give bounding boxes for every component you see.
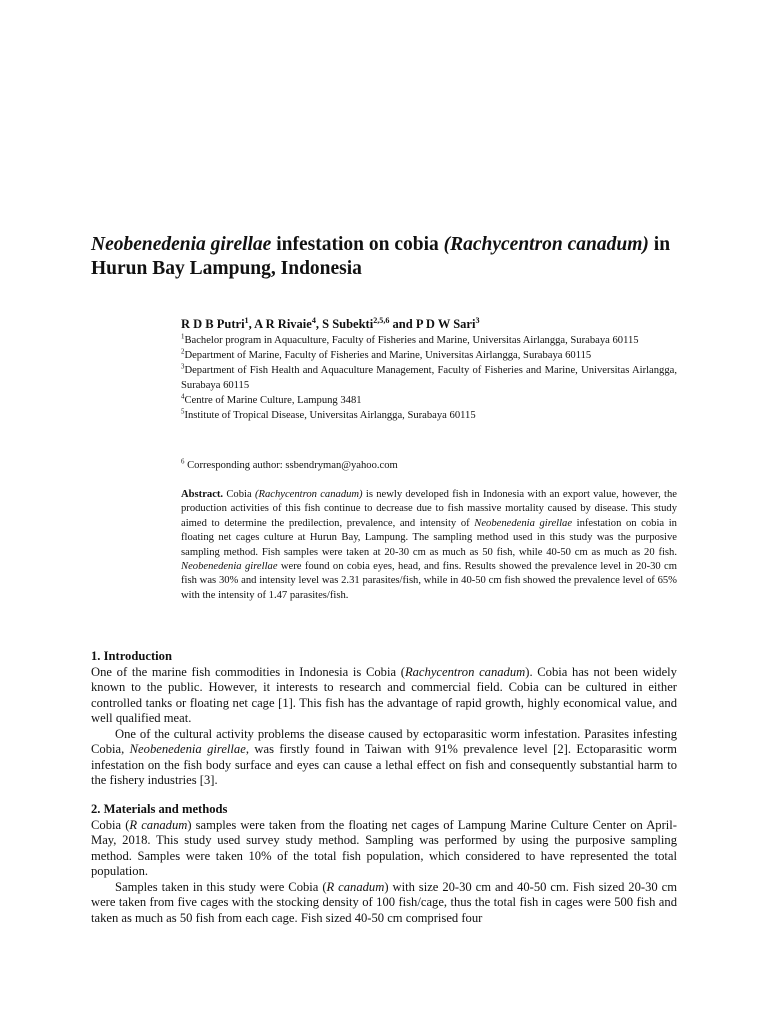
- author-name: A R Rivaie: [254, 317, 312, 331]
- author-list: R D B Putri$^1$, A R Rivaie$^4$, S Subekti$^{2,5,6}$ and P D W Sari$^3$: [181, 315, 480, 331]
- affiliation-item: $^3$Department of Fish Health and Aquaculture Management, Faculty of Fisheries and Marine, Universitas Airlangga, Surabaya 60115: [181, 363, 677, 391]
- author-affiliation-mark: 3: [475, 315, 480, 325]
- body-paragraph: One of the cultural activity problems the disease caused by ectoparasitic worm infestation. Parasites infesting Cobia, Neobenedenia girellae, was firstly found in Taiwan with 91% prevalence level [2]. Ectoparasitic worm infestation on the fish body surface and eyes can cause a lethal effect on fish and consequently substantial harm to the fishery industries [3].: [91, 726, 677, 787]
- paper-title: Neobenedenia girellae infestation on cobia (Rachycentron canadum) in Hurun Bay Lampung, Indonesia: [91, 234, 671, 279]
- author-affiliation-mark: 4: [311, 315, 316, 325]
- affiliation-item: $^2$Department of Marine, Faculty of Fisheries and Marine, Universitas Airlangga, Surabaya 60115: [181, 348, 592, 361]
- corresponding-author: $^6$ Corresponding author: ssbendryman@yahoo.com: [181, 458, 398, 471]
- section-heading: 2. Materials and methods: [91, 802, 228, 816]
- author-affiliation-mark: 1: [244, 315, 249, 325]
- affiliation-item: $^4$Centre of Marine Culture, Lampung 3481: [181, 393, 362, 406]
- author-name: S Subekti: [322, 317, 374, 331]
- affiliation-item: $^5$Institute of Tropical Disease, Universitas Airlangga, Surabaya 60115: [181, 408, 476, 421]
- body-paragraph: One of the marine fish commodities in Indonesia is Cobia (Rachycentron canadum). Cobia has not been widely known to the public. However, it interests to research and commercial field. Cobia can be cultured in either controlled tanks or floating net cage [1]. This fish has the advantage of rapid growth, highly economical value, and well qualified meat.: [91, 664, 677, 725]
- abstract-label: Abstract.: [181, 489, 224, 500]
- section-materials-methods: [91, 802, 677, 926]
- author-name: P D W Sari: [415, 317, 476, 331]
- section-heading: 1. Introduction: [91, 649, 172, 663]
- author-affiliation-mark: 2,5,6: [373, 315, 390, 325]
- body-paragraph: Samples taken in this study were Cobia (R canadum) with size 20-30 cm and 40-50 cm. Fish sized 20-30 cm were taken from five cages with the stocking density of 100 fish/cage, thus the total fish in cages were 500 fish and taken as much as 50 fish from each cage. Fish sized 40-50 cm comprised four: [91, 879, 678, 925]
- section-introduction: [91, 649, 677, 789]
- author-name: R D B Putri: [181, 317, 245, 331]
- abstract: Abstract. Cobia (Rachycentron canadum) is newly developed fish in Indonesia with an export value, however, the production activities of this fish continue to decrease due to fish massive mortality caused by disease. This study aimed to determine the predilection, prevalence, and intensity of Neobenedenia girellae infestation on cobia in floating net cages culture at Hurun Bay, Lampung. The sampling method used in this study was the purposive sampling method. Fish samples were taken at 20-30 cm as much as 50 fish, while 40-50 cm as much as 20 fish. Neobenedenia girellae were found on cobia eyes, head, and fins. Results showed the prevalence level in 20-30 cm fish was 30% and intensity level was 2.31 parasites/fish, while in 40-50 cm fish showed the prevalence level of 65% with the intensity of 1.47 parasites/fish.: [181, 489, 677, 601]
- body-paragraph: Cobia (R canadum) samples were taken from the floating net cages of Lampung Marine Culture Center on April-May, 2018. This study used survey study method. Sampling was performed by using the purposive sampling method. Samples were taken 10% of the total fish population, which considered to have represented the total population.: [91, 817, 677, 878]
- affiliation-item: $^1$Bachelor program in Aquaculture, Faculty of Fisheries and Marine, Universitas Airlangga, Surabaya 60115: [181, 333, 639, 346]
- affiliation-list: [181, 333, 677, 423]
